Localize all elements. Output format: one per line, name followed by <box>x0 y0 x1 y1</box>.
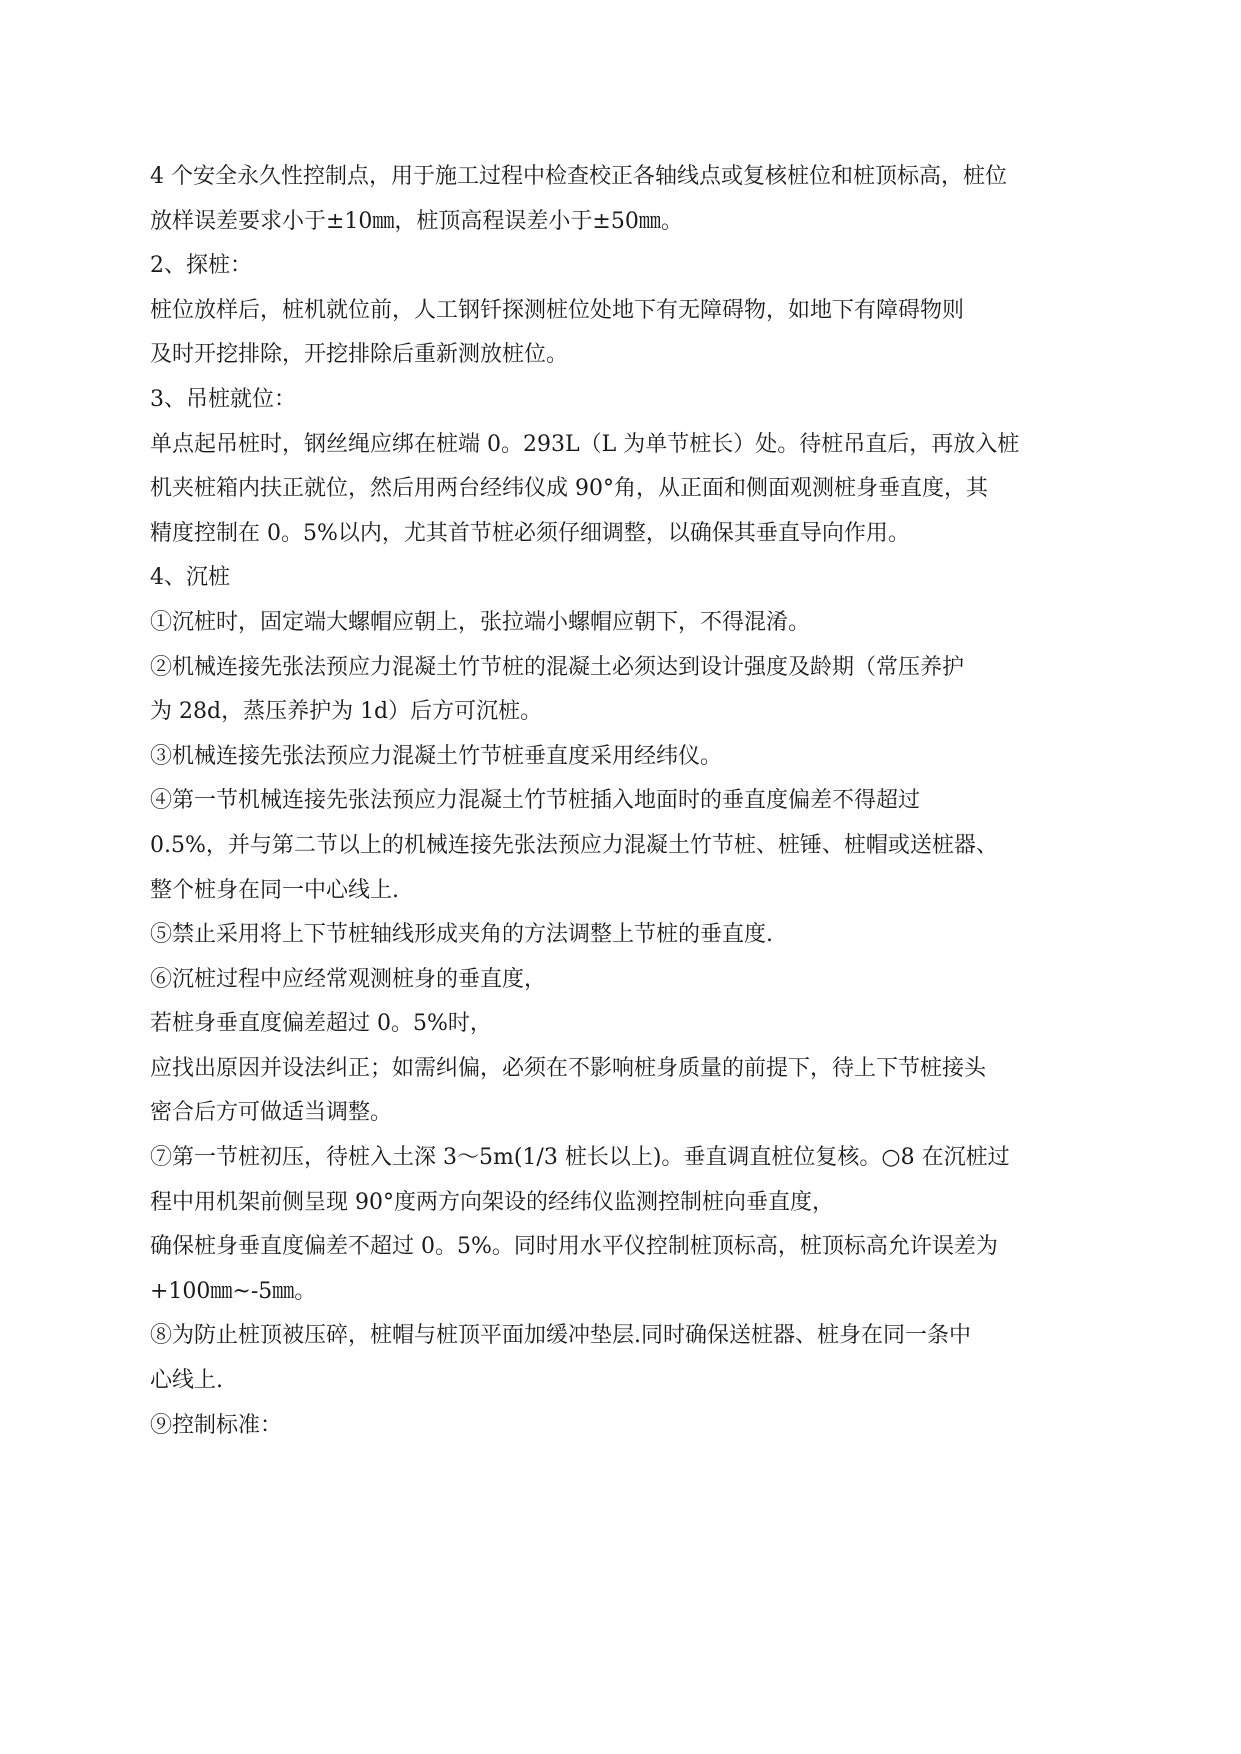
document-body <box>150 155 1090 1448</box>
text-line: 密合后方可做适当调整。 <box>150 1100 393 1126</box>
text-line: 放样误差要求小于±10㎜，桩顶高程误差小于±50㎜。 <box>150 208 683 234</box>
text-line: 单点起吊桩时，钢丝绳应绑在桩端 0。293L（L 为单节桩长）处。待桩吊直后，再放入桩 <box>150 431 1020 457</box>
section-heading: 4、沉桩 <box>150 565 230 591</box>
list-item: ①沉桩时，固定端大螺帽应朝上，张拉端小螺帽应朝下，不得混淆。 <box>150 609 811 635</box>
list-item: ⑧为防止桩顶被压碎，桩帽与桩顶平面加缓冲垫层.同时确保送桩器、桩身在同一条中 <box>150 1323 971 1349</box>
section-heading: 2、探桩： <box>150 253 252 279</box>
section-heading: 3、吊桩就位： <box>150 386 296 412</box>
text-line: 桩位放样后，桩机就位前，人工钢钎探测桩位处地下有无障碍物，如地下有障碍物则 <box>150 297 965 323</box>
text-line: 确保桩身垂直度偏差不超过 0。5%。同时用水平仪控制桩顶标高，桩顶标高允许误差为 <box>150 1234 998 1260</box>
text-line: 心线上. <box>150 1368 223 1394</box>
list-item: ③机械连接先张法预应力混凝土竹节桩垂直度采用经纬仪。 <box>150 743 723 769</box>
text-line: 及时开挖排除，开挖排除后重新测放桩位。 <box>150 342 569 368</box>
text-line: 0.5%，并与第二节以上的机械连接先张法预应力混凝土竹节桩、桩锤、桩帽或送桩器、 <box>150 832 998 858</box>
text-line: 整个桩身在同一中心线上. <box>150 877 399 903</box>
list-item: ②机械连接先张法预应力混凝土竹节桩的混凝土必须达到设计强度及龄期（常压养护 <box>150 654 965 680</box>
list-item: ④第一节机械连接先张法预应力混凝土竹节桩插入地面时的垂直度偏差不得超过 <box>150 788 921 814</box>
list-item: ⑦第一节桩初压，待桩入土深 3～5m(1/3 桩长以上)。垂直调直桩位复核。○8 在沉桩过 <box>150 1145 1010 1171</box>
text-line: 程中用机架前侧呈现 90°度两方向架设的经纬仪监测控制桩向垂直度， <box>150 1189 834 1215</box>
list-item: ⑨控制标准： <box>150 1412 283 1438</box>
text-line: 机夹桩箱内扶正就位，然后用两台经纬仪成 90°角，从正面和侧面观测桩身垂直度，其 <box>150 476 988 502</box>
text-line: 为 28d，蒸压养护为 1d）后方可沉桩。 <box>150 699 543 725</box>
text-line: 4 个安全永久性控制点，用于施工过程中检查校正各轴线点或复核桩位和桩顶标高，桩位 <box>150 164 1007 189</box>
list-item: ⑤禁止采用将上下节桩轴线形成夹角的方法调整上节桩的垂直度. <box>150 922 773 948</box>
text-line: 若桩身垂直度偏差超过 0。5%时， <box>150 1011 492 1037</box>
text-line: 精度控制在 0。5%以内，尤其首节桩必须仔细调整，以确保其垂直导向作用。 <box>150 520 910 546</box>
list-item: ⑥沉桩过程中应经常观测桩身的垂直度， <box>150 966 547 992</box>
text-line: 应找出原因并设法纠正；如需纠偏，必须在不影响桩身质量的前提下，待上下节桩接头 <box>150 1055 987 1081</box>
text-line: +100㎜~-5㎜。 <box>150 1278 317 1304</box>
